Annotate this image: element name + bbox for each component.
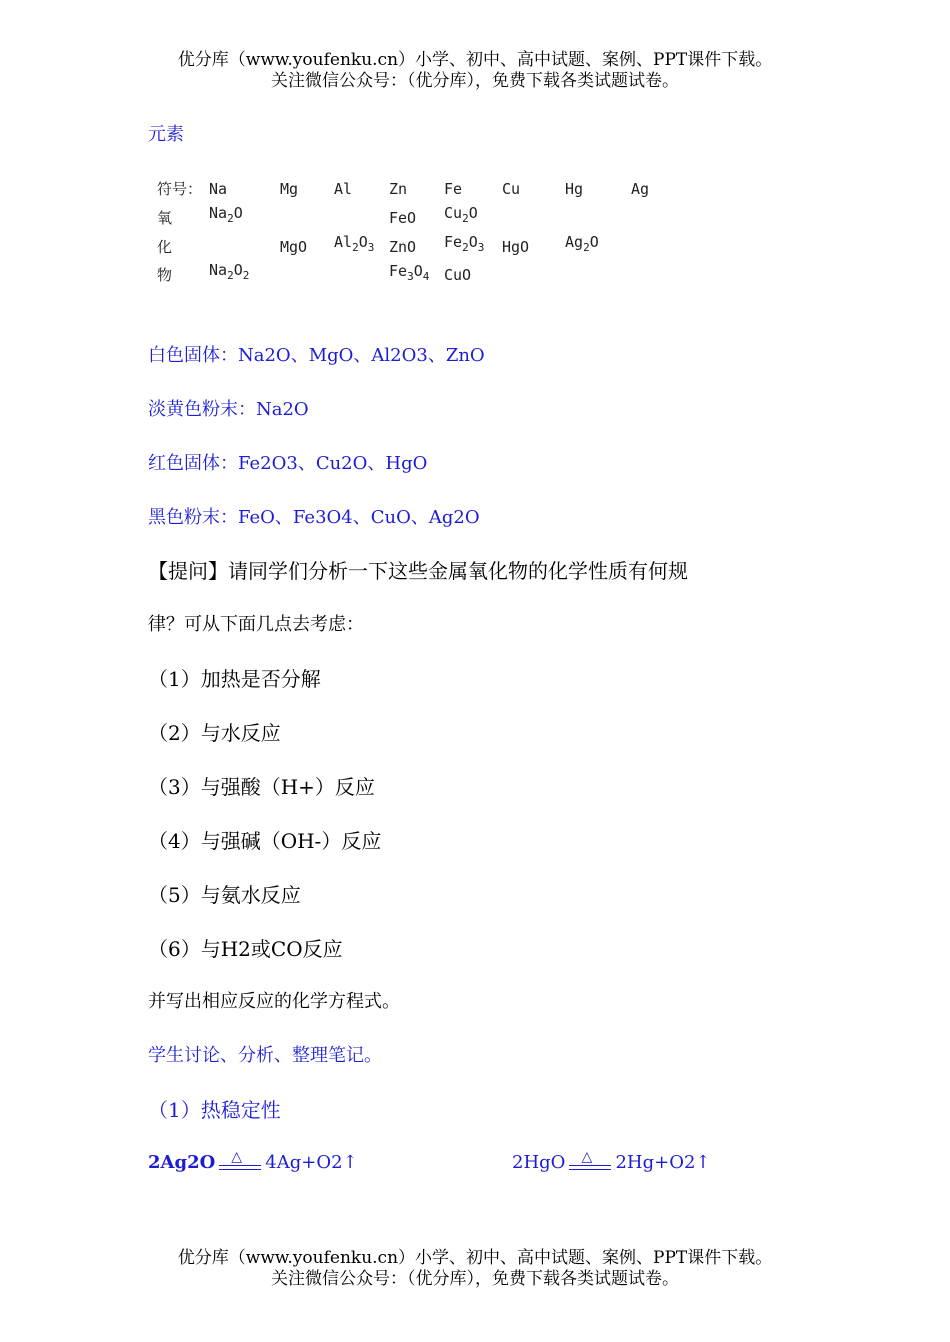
oxide-hgo: HgO [502, 238, 530, 256]
row-label-wu: 物 [157, 266, 173, 284]
black-powder-line: 黑色粉末：FeO、Fe3O4、CuO、Ag2O [148, 507, 480, 528]
symbol-ag: Ag [631, 180, 650, 198]
item-3: （3）与强酸（H+）反应 [148, 775, 375, 799]
item-6: （6）与H2或CO反应 [148, 937, 343, 961]
oxide-ag2o: $Ag_2O$ [565, 233, 599, 254]
white-solid-line: 白色固体：Na2O、MgO、Al2O3、ZnO [148, 345, 485, 366]
oxide-cu2o: $Cu_2O$ [444, 204, 478, 225]
oxide-zno: ZnO [389, 238, 417, 256]
item-1: （1）加热是否分解 [148, 667, 321, 691]
equation-hgo [512, 1150, 710, 1173]
section-title: 元素 [148, 124, 184, 145]
item-5: （5）与氨水反应 [148, 883, 301, 907]
header-line-2: 关注微信公众号：（优分库），免费下载各类试题试卷。 [271, 71, 679, 91]
discussion-line: 学生讨论、分析、整理笔记。 [148, 1045, 382, 1066]
equation-ag2o [148, 1150, 358, 1173]
oxide-cuo: CuO [444, 266, 472, 284]
item-2: （2）与水反应 [148, 721, 281, 745]
oxide-na2o: $Na_2O$ [209, 204, 243, 225]
footer-line-2: 关注微信公众号：（优分库），免费下载各类试题试卷。 [271, 1269, 679, 1289]
oxide-feo: FeO [389, 209, 417, 227]
row-label-symbol: 符号： [157, 180, 203, 198]
question-line-1: 【提问】请同学们分析一下这些金属氧化物的化学性质有何规 [148, 559, 688, 583]
eq2-reactant: 2HgO [512, 1152, 566, 1173]
oxide-table [157, 176, 677, 291]
oxide-na2o2: $Na_2O_2$ [209, 261, 250, 282]
oxide-al2o3: $Al_2O_3$ [334, 233, 375, 254]
eq1-reactant: 2Ag2O [148, 1152, 216, 1173]
write-equations-line: 并写出相应反应的化学方程式。 [148, 991, 400, 1012]
item-4: （4）与强碱（OH-）反应 [148, 829, 382, 853]
symbol-na: Na [209, 180, 228, 198]
symbol-mg: Mg [280, 180, 299, 198]
oxide-fe2o3: $Fe_2O_3$ [444, 233, 485, 254]
oxide-fe3o4: $Fe_3O_4$ [389, 262, 430, 283]
stability-heading: （1）热稳定性 [148, 1098, 281, 1122]
symbol-hg: Hg [565, 180, 584, 198]
question-line-2: 律？可从下面几点去考虑： [148, 614, 364, 635]
eq1-products: 4Ag+O2↑ [265, 1152, 358, 1173]
page-header [0, 50, 950, 92]
row-label-hua: 化 [157, 238, 173, 256]
symbol-zn: Zn [389, 180, 408, 198]
heat-condition-icon: △ [217, 1150, 263, 1172]
symbol-fe: Fe [444, 180, 463, 198]
eq2-products: 2Hg+O2↑ [615, 1152, 711, 1173]
header-line-1: 优分库（www.youfenku.cn）小学、初中、高中试题、案例、PPT课件下载。 [177, 50, 773, 70]
page-footer [0, 1248, 950, 1290]
row-label-oxy: 氧 [157, 209, 173, 227]
oxide-mgo: MgO [280, 238, 308, 256]
symbol-cu: Cu [502, 180, 521, 198]
heat-condition-icon: △ [567, 1150, 613, 1172]
symbol-al: Al [334, 180, 353, 198]
pale-yellow-line: 淡黄色粉末：Na2O [148, 399, 309, 420]
footer-line-1: 优分库（www.youfenku.cn）小学、初中、高中试题、案例、PPT课件下载。 [177, 1248, 773, 1268]
red-solid-line: 红色固体：Fe2O3、Cu2O、HgO [148, 453, 428, 474]
